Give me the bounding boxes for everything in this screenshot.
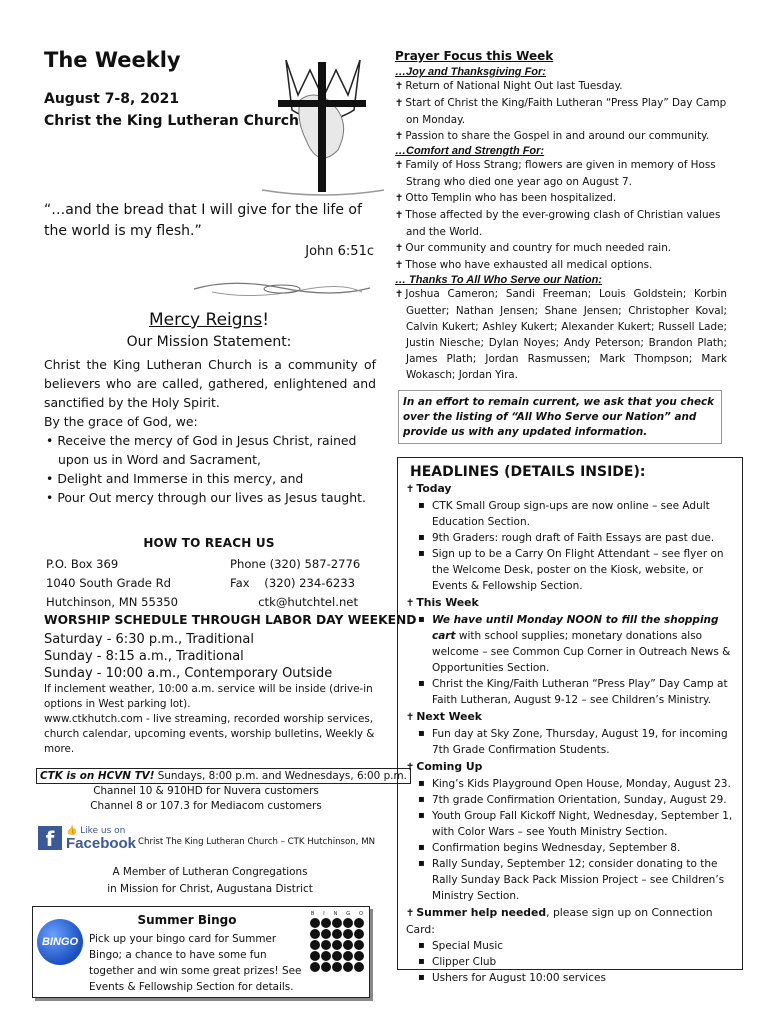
- prayer-text: Our community and country for much needed rain.: [405, 242, 672, 254]
- bingo-dot: [332, 962, 342, 972]
- joy-heading: …Joy and Thanksgiving For:: [395, 66, 546, 78]
- serve-names: Joshua Cameron; Sandi Freeman; Louis Goldstein; Korbin Guetter; Nathan Jensen; Shane Jensen; Christopher Koval; Calvin Kukert; Ashley Kukert; Alexander Kukert; Russell Lade; Justin Niesche; Dylan Noyes; Andy Peterson; Brandon Plath; James Plath; Jordan Rasmussen; Mark Thompson; Mark Wokasch; Jordan Yira.: [405, 288, 727, 381]
- facebook-banner[interactable]: [38, 826, 378, 856]
- bingo-letter: N: [333, 911, 338, 917]
- bingo-dot: [321, 918, 331, 928]
- prayer-text: Otto Templin who has been hospitalized.: [405, 192, 617, 204]
- bingo-text: Pick up your bingo card for Summer Bingo; a chance to have some fun together and win some great prizes! See Events & Fellowship Section for details.: [89, 933, 302, 993]
- facebook-page-name: Christ The King Lutheran Church – CTK Hutchinson, MN: [138, 837, 376, 847]
- section-label: Next Week: [416, 710, 482, 723]
- cross-crown-logo: [258, 40, 388, 200]
- reach-us-heading: HOW TO REACH US: [143, 536, 275, 550]
- bingo-dot: [354, 940, 364, 950]
- bingo-card-grid: [309, 917, 365, 973]
- fax-number: Fax (320) 234-6233: [230, 576, 355, 590]
- tv-label: CTK is on HCVN TV!: [40, 770, 155, 782]
- list-item: ▪ 7th grade Confirmation Orientation, Sunday, August 29.: [432, 792, 734, 808]
- list-item: ▪ CTK Small Group sign-ups are now online – see Adult Education Section.: [432, 498, 734, 530]
- thumbs-up-icon: 👍: [66, 826, 78, 836]
- bingo-dot: [321, 962, 331, 972]
- prayer-item: [395, 207, 727, 240]
- list-item: ▪ 9th Graders: rough draft of Faith Essays are past due.: [432, 530, 734, 546]
- tv-channel-nuvera: Channel 10 & 910HD for Nuvera customers: [93, 785, 319, 797]
- mission-bullet: • Delight and Immerse in this mercy, and: [44, 469, 376, 488]
- prayer-item: [395, 95, 727, 128]
- prayer-item: [395, 190, 727, 207]
- section-label: This Week: [416, 596, 479, 609]
- list-item: [432, 612, 734, 676]
- comfort-heading: …Comfort and Strength For:: [395, 145, 545, 157]
- prayer-text: Return of National Night Out last Tuesday.: [405, 80, 623, 92]
- bingo-dot: [343, 929, 353, 939]
- facebook-icon: f: [38, 826, 62, 850]
- bingo-dot: [354, 951, 364, 961]
- cross-icon: ✝: [395, 210, 404, 221]
- worship-schedule-heading: WORSHIP SCHEDULE THROUGH LABOR DAY WEEKEND: [44, 613, 417, 627]
- section-label: Today: [416, 482, 452, 495]
- prayer-item: [395, 157, 727, 190]
- today-list: [406, 498, 734, 594]
- next-week-list: [406, 726, 734, 758]
- cross-icon: ✝: [395, 81, 404, 92]
- email-link[interactable]: ctk@hutchtel.net: [258, 595, 358, 609]
- membership-line: A Member of Lutheran Congregations: [112, 866, 308, 878]
- mission-bullet: • Pour Out mercy through our lives as Jesus taught.: [44, 488, 376, 507]
- bingo-dot: [321, 940, 331, 950]
- prayer-item: [395, 78, 727, 95]
- list-item: ▪ Youth Group Fall Kickoff Night, Wednesday, September 1, with Color Wars – see Youth Ministry Section.: [432, 808, 734, 840]
- cross-icon: ✝: [395, 131, 404, 142]
- prayer-text: Family of Hoss Strang; flowers are given in memory of Hoss Strang who died one year ago on August 7.: [405, 159, 716, 188]
- prayer-text: Those affected by the ever-growing clash of Christian values and the World.: [405, 209, 721, 238]
- cross-icon: ✝: [395, 243, 404, 254]
- tv-schedule: [36, 768, 407, 814]
- bingo-dot: [354, 918, 364, 928]
- address-line: P.O. Box 369: [46, 557, 119, 571]
- bingo-dot: [332, 929, 342, 939]
- cross-icon: ✝: [406, 484, 415, 495]
- summer-bingo-box: [32, 906, 370, 998]
- church-name: Christ the King Lutheran Church: [44, 113, 299, 129]
- mission-bullet: • Receive the mercy of God in Jesus Christ, rained upon us in Word and Sacrament,: [44, 431, 376, 469]
- mission-text: Christ the King Lutheran Church is a community of believers who are called, gathered, enlightened and sanctified by the Holy Spirit.: [44, 357, 376, 410]
- serve-list: [395, 286, 727, 383]
- website-note[interactable]: www.ctkhutch.com - live streaming, recorded worship services, church calendar, upcoming events, worship bulletins, Weekly & more.: [44, 713, 375, 755]
- tv-times: Sundays, 8:00 p.m. and Wednesdays, 6:00 p.m.: [154, 770, 407, 782]
- flourish-divider: [192, 276, 372, 302]
- membership-line: in Mission for Christ, Augustana District: [107, 883, 313, 895]
- facebook-like-label: Like us on: [80, 826, 126, 836]
- this-week-list: [406, 612, 734, 708]
- list-item: ▪ Christ the King/Faith Lutheran “Press Play” Day Camp at Faith Lutheran, August 9-12 – see Children’s Ministry.: [432, 676, 734, 708]
- mercy-heading-excl: !: [262, 310, 270, 330]
- list-item: ▪ Sign up to be a Carry On Flight Attendant – see flyer on the Welcome Desk, poster on the Kiosk, website, or Events & Fellowship Section.: [432, 546, 734, 594]
- prayer-focus: [395, 66, 727, 383]
- list-item-text: with school supplies; monetary donations also welcome – see Common Cup Corner in Outreach News & Opportunities Section.: [432, 630, 731, 674]
- bingo-dot: [354, 962, 364, 972]
- address-line: Hutchinson, MN 55350: [46, 595, 178, 609]
- membership-note: [44, 864, 376, 898]
- bingo-dot: [343, 951, 353, 961]
- headlines-title: HEADLINES (DETAILS INSIDE):: [410, 464, 646, 480]
- bingo-dot: [332, 940, 342, 950]
- phone-number: Phone (320) 587-2776: [230, 557, 361, 571]
- effort-notice: In an effort to remain current, we ask that you check over the listing of “All Who Serve our Nation” and provide us with any updated information.: [398, 390, 722, 444]
- emphasis-text: We have until Monday NOON to fill the shopping cart: [432, 614, 719, 642]
- bingo-letter: G: [346, 911, 351, 917]
- cross-icon: ✝: [395, 260, 404, 271]
- section-coming-up: [406, 759, 734, 776]
- mission-grace: By the grace of God, we:: [44, 414, 198, 429]
- mercy-heading-text: Mercy Reigns: [148, 310, 263, 330]
- serve-heading: … Thanks To All Who Serve our Nation:: [395, 274, 602, 286]
- scripture-quote: “…and the bread that I will give for the life of the world is my flesh.”: [44, 202, 362, 239]
- mission-subheading: Our Mission Statement:: [126, 334, 292, 350]
- prayer-item: [395, 257, 727, 274]
- section-label: Summer help needed: [416, 906, 547, 919]
- bingo-dot: [321, 951, 331, 961]
- facebook-wordmark: Facebook: [66, 835, 137, 852]
- contact-info: [230, 555, 361, 612]
- section-summer-help: [406, 905, 734, 938]
- cross-icon: ✝: [395, 160, 404, 171]
- bingo-dot: [343, 940, 353, 950]
- cross-icon: ✝: [406, 762, 415, 773]
- bingo-title: Summer Bingo: [137, 913, 237, 927]
- cross-icon: ✝: [406, 712, 415, 723]
- prayer-text: Passion to share the Gospel in and around our community.: [405, 130, 710, 142]
- cross-icon: ✝: [395, 193, 404, 204]
- cross-icon: ✝: [395, 289, 404, 300]
- list-item: ▪ Special Music: [432, 938, 734, 954]
- prayer-item: [395, 128, 727, 145]
- headlines-box: [397, 457, 743, 984]
- bingo-dot: [343, 918, 353, 928]
- mailing-address: [46, 555, 178, 612]
- bingo-dot: [310, 962, 320, 972]
- bingo-dot: [310, 951, 320, 961]
- section-this-week: [406, 595, 734, 612]
- bingo-dot: [332, 951, 342, 961]
- tv-schedule-row: [36, 768, 411, 784]
- list-item: ▪ Confirmation begins Wednesday, September 8.: [432, 840, 734, 856]
- bingo-dot: [354, 929, 364, 939]
- bingo-letter: B: [311, 911, 315, 917]
- section-label: Coming Up: [416, 760, 483, 773]
- prayer-text: Start of Christ the King/Faith Lutheran “Press Play” Day Camp on Monday.: [405, 97, 727, 126]
- bingo-ball-icon: BINGO: [37, 919, 83, 965]
- cross-icon: ✝: [406, 908, 415, 919]
- bingo-dot: [343, 962, 353, 972]
- summer-help-list: [406, 938, 734, 986]
- bingo-letter: I: [323, 911, 325, 917]
- mission-statement: [44, 355, 376, 507]
- worship-time: Saturday - 6:30 p.m., Traditional: [44, 632, 254, 647]
- address-line: 1040 South Grade Rd: [46, 576, 172, 590]
- coming-up-list: [406, 776, 734, 904]
- tv-channel-mediacom: Channel 8 or 107.3 for Mediacom customers: [90, 800, 322, 812]
- worship-times: [44, 631, 332, 682]
- mercy-heading: [44, 310, 374, 330]
- weather-note: If inclement weather, 10:00 a.m. service will be inside (drive-in options in West parking lot).: [44, 683, 373, 710]
- list-item: ▪ Fun day at Sky Zone, Thursday, August 19, for incoming 7th Grade Confirmation Students.: [432, 726, 734, 758]
- prayer-item: [395, 240, 727, 257]
- worship-time: Sunday - 8:15 a.m., Traditional: [44, 649, 244, 664]
- prayer-focus-title: Prayer Focus this Week: [395, 49, 554, 63]
- cross-icon: ✝: [406, 598, 415, 609]
- section-label-rest: , please sign up on Connection Card:: [406, 906, 713, 936]
- issue-date: August 7-8, 2021: [44, 91, 180, 107]
- list-item: ▪ King’s Kids Playground Open House, Monday, August 23.: [432, 776, 734, 792]
- list-item: ▪ Rally Sunday, September 12; consider donating to the Rally Sunday Back Pack Mission Project – see Children’s Ministry Section.: [432, 856, 734, 904]
- worship-time: Sunday - 10:00 a.m., Contemporary Outside: [44, 666, 333, 681]
- section-next-week: [406, 709, 734, 726]
- bingo-letter: O: [359, 911, 363, 917]
- bingo-dot: [310, 918, 320, 928]
- list-item: ▪ Clipper Club: [432, 954, 734, 970]
- bingo-dot: [332, 918, 342, 928]
- prayer-text: Those who have exhausted all medical options.: [405, 259, 653, 271]
- bingo-dot: [321, 929, 331, 939]
- scripture-reference: John 6:51c: [305, 244, 374, 259]
- bingo-dot: [310, 929, 320, 939]
- page-title: The Weekly: [44, 48, 181, 72]
- list-item: ▪ Ushers for August 10:00 services: [432, 970, 734, 986]
- section-today: [406, 481, 734, 498]
- mission-bullets: [44, 431, 376, 507]
- bingo-card-icon: [309, 911, 365, 973]
- cross-icon: ✝: [395, 98, 404, 109]
- bingo-dot: [310, 940, 320, 950]
